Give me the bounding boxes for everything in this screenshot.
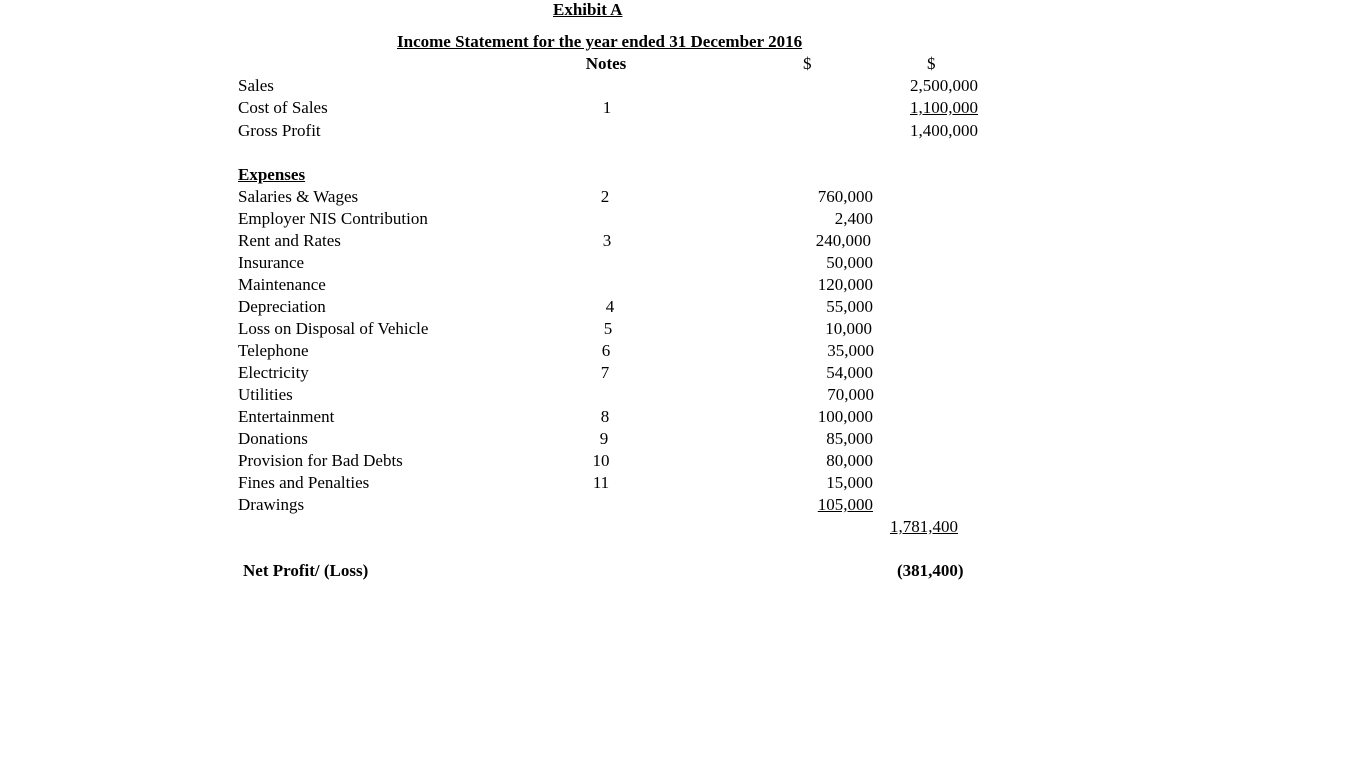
expense-label: Provision for Bad Debts	[238, 451, 403, 470]
expense-label: Salaries & Wages	[238, 187, 359, 206]
sales-value: 2,500,000	[910, 76, 978, 95]
expense-amount: 80,000	[826, 451, 873, 470]
expense-label: Depreciation	[238, 297, 326, 316]
expense-label: Drawings	[238, 495, 305, 514]
expense-label: Maintenance	[238, 275, 326, 294]
statement-title: Income Statement for the year ended 31 December 2016	[397, 32, 803, 51]
expense-note: 5	[603, 319, 613, 338]
expense-amount: 760,000	[817, 187, 873, 206]
expense-note: 10	[592, 451, 610, 470]
expense-note: 2	[600, 187, 610, 206]
expense-label: Employer NIS Contribution	[238, 209, 428, 228]
cost-of-sales-note: 1	[602, 98, 612, 117]
net-profit-loss-label: Net Profit/ (Loss)	[243, 561, 369, 580]
expense-note: 4	[605, 297, 615, 316]
expense-label: Utilities	[238, 385, 293, 404]
cost-of-sales-label: Cost of Sales	[238, 98, 328, 117]
expense-note: 7	[600, 363, 610, 382]
expense-amount: 35,000	[827, 341, 874, 360]
gross-profit-label: Gross Profit	[238, 121, 321, 140]
expense-amount: 85,000	[826, 429, 873, 448]
expense-amount: 55,000	[826, 297, 873, 316]
notes-header: Notes	[585, 54, 627, 73]
expense-note: 8	[600, 407, 610, 426]
cost-of-sales-value: 1,100,000	[910, 98, 978, 117]
expense-amount: 50,000	[826, 253, 873, 272]
expense-label: Loss on Disposal of Vehicle	[238, 319, 429, 338]
expense-label: Electricity	[238, 363, 309, 382]
col1-currency-header: $	[803, 54, 812, 73]
expense-amount: 54,000	[826, 363, 873, 382]
expense-label: Telephone	[238, 341, 309, 360]
expense-amount: 70,000	[827, 385, 874, 404]
expense-amount: 2,400	[834, 209, 873, 228]
expense-amount: 240,000	[815, 231, 871, 250]
col2-currency-header: $	[927, 54, 936, 73]
expense-amount: 105,000	[817, 495, 873, 514]
expense-note: 6	[601, 341, 611, 360]
expense-note: 9	[599, 429, 609, 448]
expense-label: Entertainment	[238, 407, 335, 426]
expense-note: 11	[592, 473, 610, 492]
expense-label: Fines and Penalties	[238, 473, 370, 492]
expense-label: Rent and Rates	[238, 231, 341, 250]
expense-note: 3	[602, 231, 612, 250]
expense-amount: 120,000	[817, 275, 873, 294]
total-expenses: 1,781,400	[890, 517, 958, 536]
expense-label: Insurance	[238, 253, 305, 272]
gross-profit-value: 1,400,000	[910, 121, 978, 140]
expenses-heading: Expenses	[238, 165, 306, 184]
sales-label: Sales	[238, 76, 274, 95]
expense-amount: 15,000	[826, 473, 873, 492]
expense-amount: 100,000	[817, 407, 873, 426]
expense-amount: 10,000	[825, 319, 872, 338]
expense-label: Donations	[238, 429, 308, 448]
net-profit-loss-value: (381,400)	[897, 561, 964, 580]
clipped-heading: Exhibit A	[553, 0, 623, 19]
